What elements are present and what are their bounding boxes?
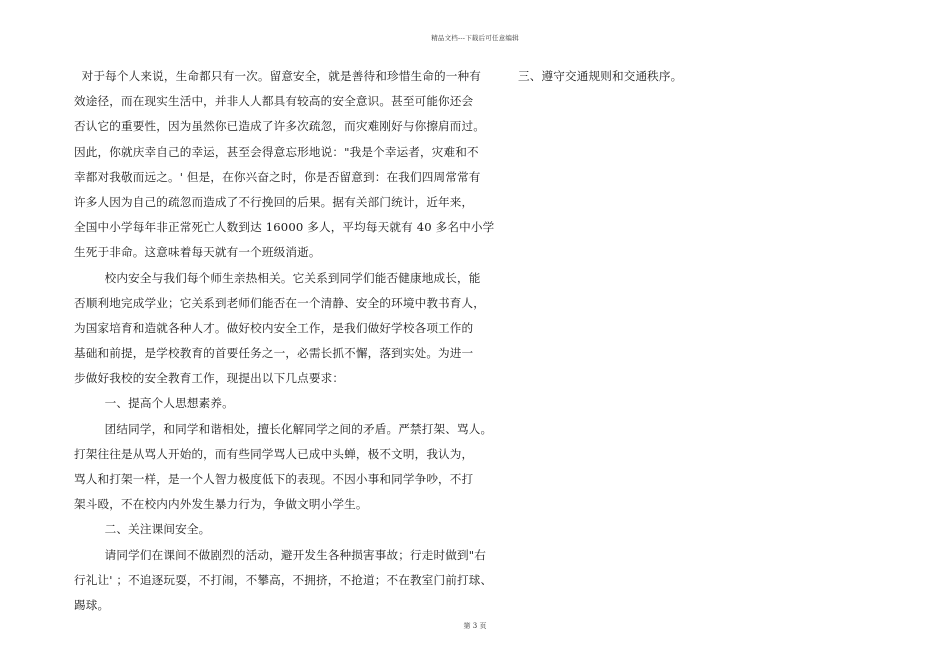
text-line: 全国中小学每年非正常死亡人数到达 16000 多人，平均每天就有 40 多名中小学 <box>74 220 495 235</box>
text-line: 否顺利地完成学业；它关系到老师们能否在一个清静、安全的环境中教书育人， <box>74 295 486 310</box>
text-line: 生死于非命。这意味着每天就有一个班级消逝。 <box>74 245 321 260</box>
text-line: 团结同学，和同学和谐相处，擅长化解同学之间的矛盾。严禁打架、骂人。 <box>74 421 493 436</box>
text-line: 步做好我校的安全教育工作，现提出以下几点要求： <box>74 371 345 386</box>
text-line: 踢球。 <box>74 597 110 612</box>
text-line: 效途径，而在现实生活中，并非人人都具有较高的安全意识。甚至可能你还会 <box>74 94 474 109</box>
text-line: 骂人和打架一样，是一个人智力极度低下的表现。不因小事和同学争吵，不打 <box>74 472 474 486</box>
text-line: 否认它的重要性，因为虽然你已造成了许多次疏忽，而灾难刚好与你擦肩而过。 <box>74 119 486 134</box>
text-line: 许多人因为自己的疏忽而造成了不行挽回的后果。据有关部门统计，近年来， <box>74 194 474 209</box>
right-text-column <box>518 64 682 89</box>
text-line: 架斗殴，不在校内内外发生暴力行为，争做文明小学生。 <box>74 497 368 512</box>
text-line: 请同学们在课间不做剧烈的活动，避开发生各种损害事故；行走时做到"右 <box>74 547 486 562</box>
page-header: 精品文档---下载后可任意编辑 <box>431 34 519 42</box>
text-line: 校内安全与我们每个师生亲热相关。它关系到同学们能否健康地成长，能 <box>74 270 481 285</box>
text-line: 对于每个人来说，生命都只有一次。留意安全，就是善待和珍惜生命的一种有 <box>74 69 481 83</box>
text-line: 打架往往是从骂人开始的，而有些同学骂人已成中头蝉，极不文明，我认为， <box>74 446 474 461</box>
section-heading: 二、关注课间安全。 <box>74 522 211 537</box>
text-line: 基础和前提，是学校教育的首要任务之一，必需长抓不懈，落到实处。为进一 <box>74 346 474 361</box>
section-heading: 三、遵守交通规则和交通秩序。 <box>518 69 683 83</box>
text-line: 行礼让' ；不追逐玩耍，不打闹，不攀高，不拥挤，不抢道；不在教室门前打球、 <box>74 572 493 587</box>
text-line: 为国家培育和造就各种人才。做好校内安全工作，是我们做好学校各项工作的 <box>74 320 474 335</box>
text-line: 幸都对我敬而远之。' 但是，在你兴奋之时，你是否留意到：在我们四周常常有 <box>74 169 481 184</box>
text-line: 因此，你就庆幸自己的幸运，甚至会得意忘形地说："我是个幸运者，灾难和不 <box>74 144 479 159</box>
section-heading: 一、提高个人思想素养。 <box>74 396 234 411</box>
page-number: 第 3 页 <box>463 622 487 630</box>
left-text-column <box>74 64 495 618</box>
